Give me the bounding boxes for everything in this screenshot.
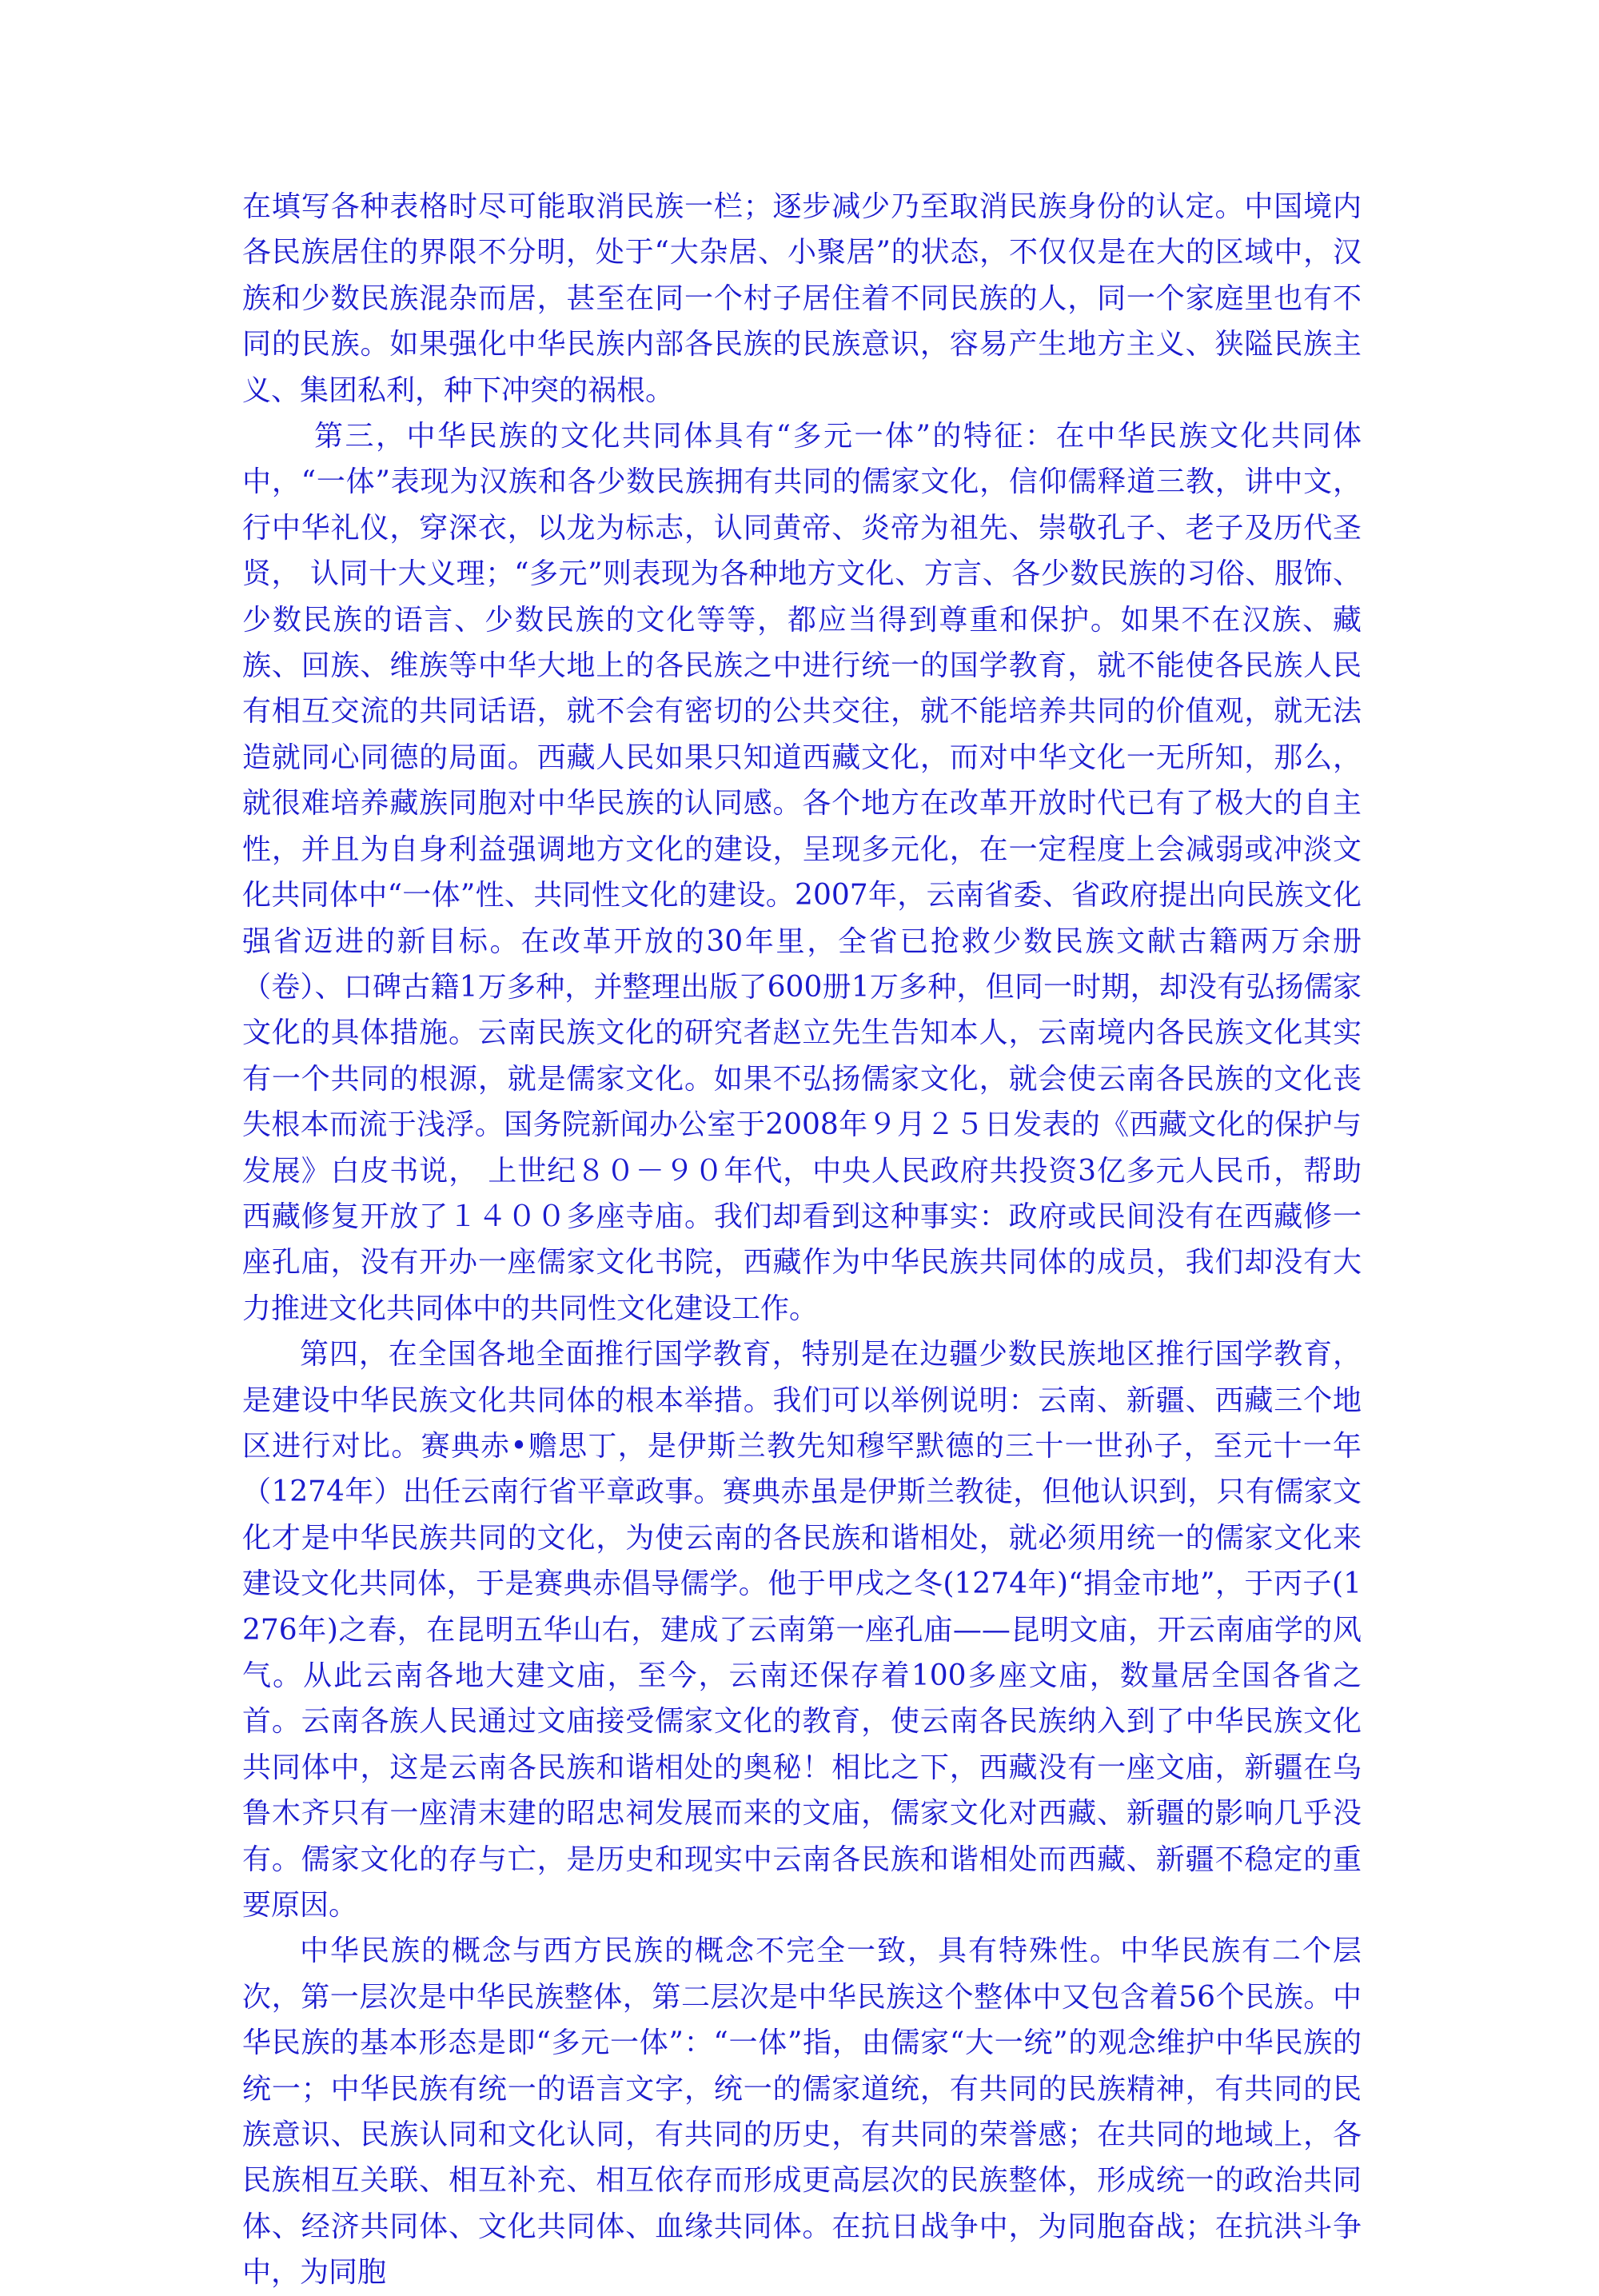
document-body <box>242 184 1362 2296</box>
paragraph-4: 中华民族的概念与西方民族的概念不完全一致，具有特殊性。中华民族有二个层次，第一层次是中华民族整体，第二层次是中华民族这个整体中又包含着56个民族。中华民族的基本形态是即“多元一体”：“一体”指，由儒家“大一统”的观念维护中华民族的统一；中华民族有统一的语言文字，统一的儒家道统，有共同的民族精神，有共同的民族意识、民族认同和文化认同，有共同的历史，有共同的荣誉感；在共同的地域上，各民族相互关联、相互补充、相互依存而形成更高层次的民族整体，形成统一的政治共同体、经济共同体、文化共同体、血缘共同体。在抗日战争中，为同胞奋战；在抗洪斗争中，为同胞 <box>242 1935 1362 2290</box>
paragraph-3: 第四，在全国各地全面推行国学教育，特别是在边疆少数民族地区推行国学教育，是建设中华民族文化共同体的根本举措。我们可以举例说明：云南、新疆、西藏三个地区进行对比。赛典赤•赡思丁，是伊斯兰教先知穆罕默德的三十一世孙子，至元十一年（1274年）出任云南行省平章政事。赛典赤虽是伊斯兰教徒，但他认识到，只有儒家文化才是中华民族共同的文化，为使云南的各民族和谐相处，就必须用统一的儒家文化来建设文化共同体，于是赛典赤倡导儒学。他于甲戌之冬(1274年)“捐金市地”，于丙子(1276年)之春，在昆明五华山右，建成了云南第一座孔庙——昆明文庙，开云南庙学的风气。从此云南各地大建文庙，至今，云南还保存着100多座文庙，数量居全国各省之首。云南各族人民通过文庙接受儒家文化的教育，使云南各民族纳入到了中华民族文化共同体中，这是云南各民族和谐相处的奥秘！相比之下，西藏没有一座文庙，新疆在乌鲁木齐只有一座清末建的昭忠祠发展而来的文庙，儒家文化对西藏、新疆的影响几乎没有。儒家文化的存与亡，是历史和现实中云南各民族和谐相处而西藏、新疆不稳定的重要原因。 <box>242 1338 1362 1923</box>
paragraph-2: 第三，中华民族的文化共同体具有“多元一体”的特征：在中华民族文化共同体中，“一体”表现为汉族和各少数民族拥有共同的儒家文化，信仰儒释道三教，讲中文，行中华礼仪，穿深衣，以龙为标志，认同黄帝、炎帝为祖先、崇敬孔子、老子及历代圣贤， 认同十大义理；“多元”则表现为各种地方文化、方言、各少数民族的习俗、服饰、少数民族的语言、少数民族的文化等等，都应当得到尊重和保护。如果不在汉族、藏族、回族、维族等中华大地上的各民族之中进行统一的国学教育，就不能使各民族人民有相互交流的共同话语，就不会有密切的公共交往，就不能培养共同的价值观，就无法造就同心同德的局面。西藏人民如果只知道西藏文化，而对中华文化一无所知，那么，就很难培养藏族同胞对中华民族的认同感。各个地方在改革开放时代已有了极大的自主性，并且为自身利益强调地方文化的建设，呈现多元化，在一定程度上会减弱或冲淡文化共同体中“一体”性、共同性文化的建设。2007年，云南省委、省政府提出向民族文化强省迈进的新目标。在改革开放的30年里，全省已抢救少数民族文献古籍两万余册（卷）、口碑古籍1万多种，并整理出版了600册1万多种，但同一时期，却没有弘扬儒家文化的具体措施。云南民族文化的研究者赵立先生告知本人，云南境内各民族文化其实有一个共同的根源，就是儒家文化。如果不弘扬儒家文化，就会使云南各民族的文化丧失根本而流于浅浮。国务院新闻办公室于2008年９月２５日发表的《西藏文化的保护与发展》白皮书说， 上世纪８０－９０年代，中央人民政府共投资3亿多元人民币，帮助西藏修复开放了１４００多座寺庙。我们却看到这种事实：政府或民间没有在西藏修一座孔庙，没有开办一座儒家文化书院，西藏作为中华民族共同体的成员，我们却没有大力推进文化共同体中的共同性文化建设工作。 <box>242 420 1362 1325</box>
paragraph-1: 在填写各种表格时尽可能取消民族一栏；逐步减少乃至取消民族身份的认定。中国境内各民族居住的界限不分明，处于“大杂居、小聚居”的状态，不仅仅是在大的区域中，汉族和少数民族混杂而居，甚至在同一个村子居住着不同民族的人，同一个家庭里也有不同的民族。如果强化中华民族内部各民族的民族意识，容易产生地方主义、狭隘民族主义、集团私利，种下冲突的祸根。 <box>242 190 1362 407</box>
